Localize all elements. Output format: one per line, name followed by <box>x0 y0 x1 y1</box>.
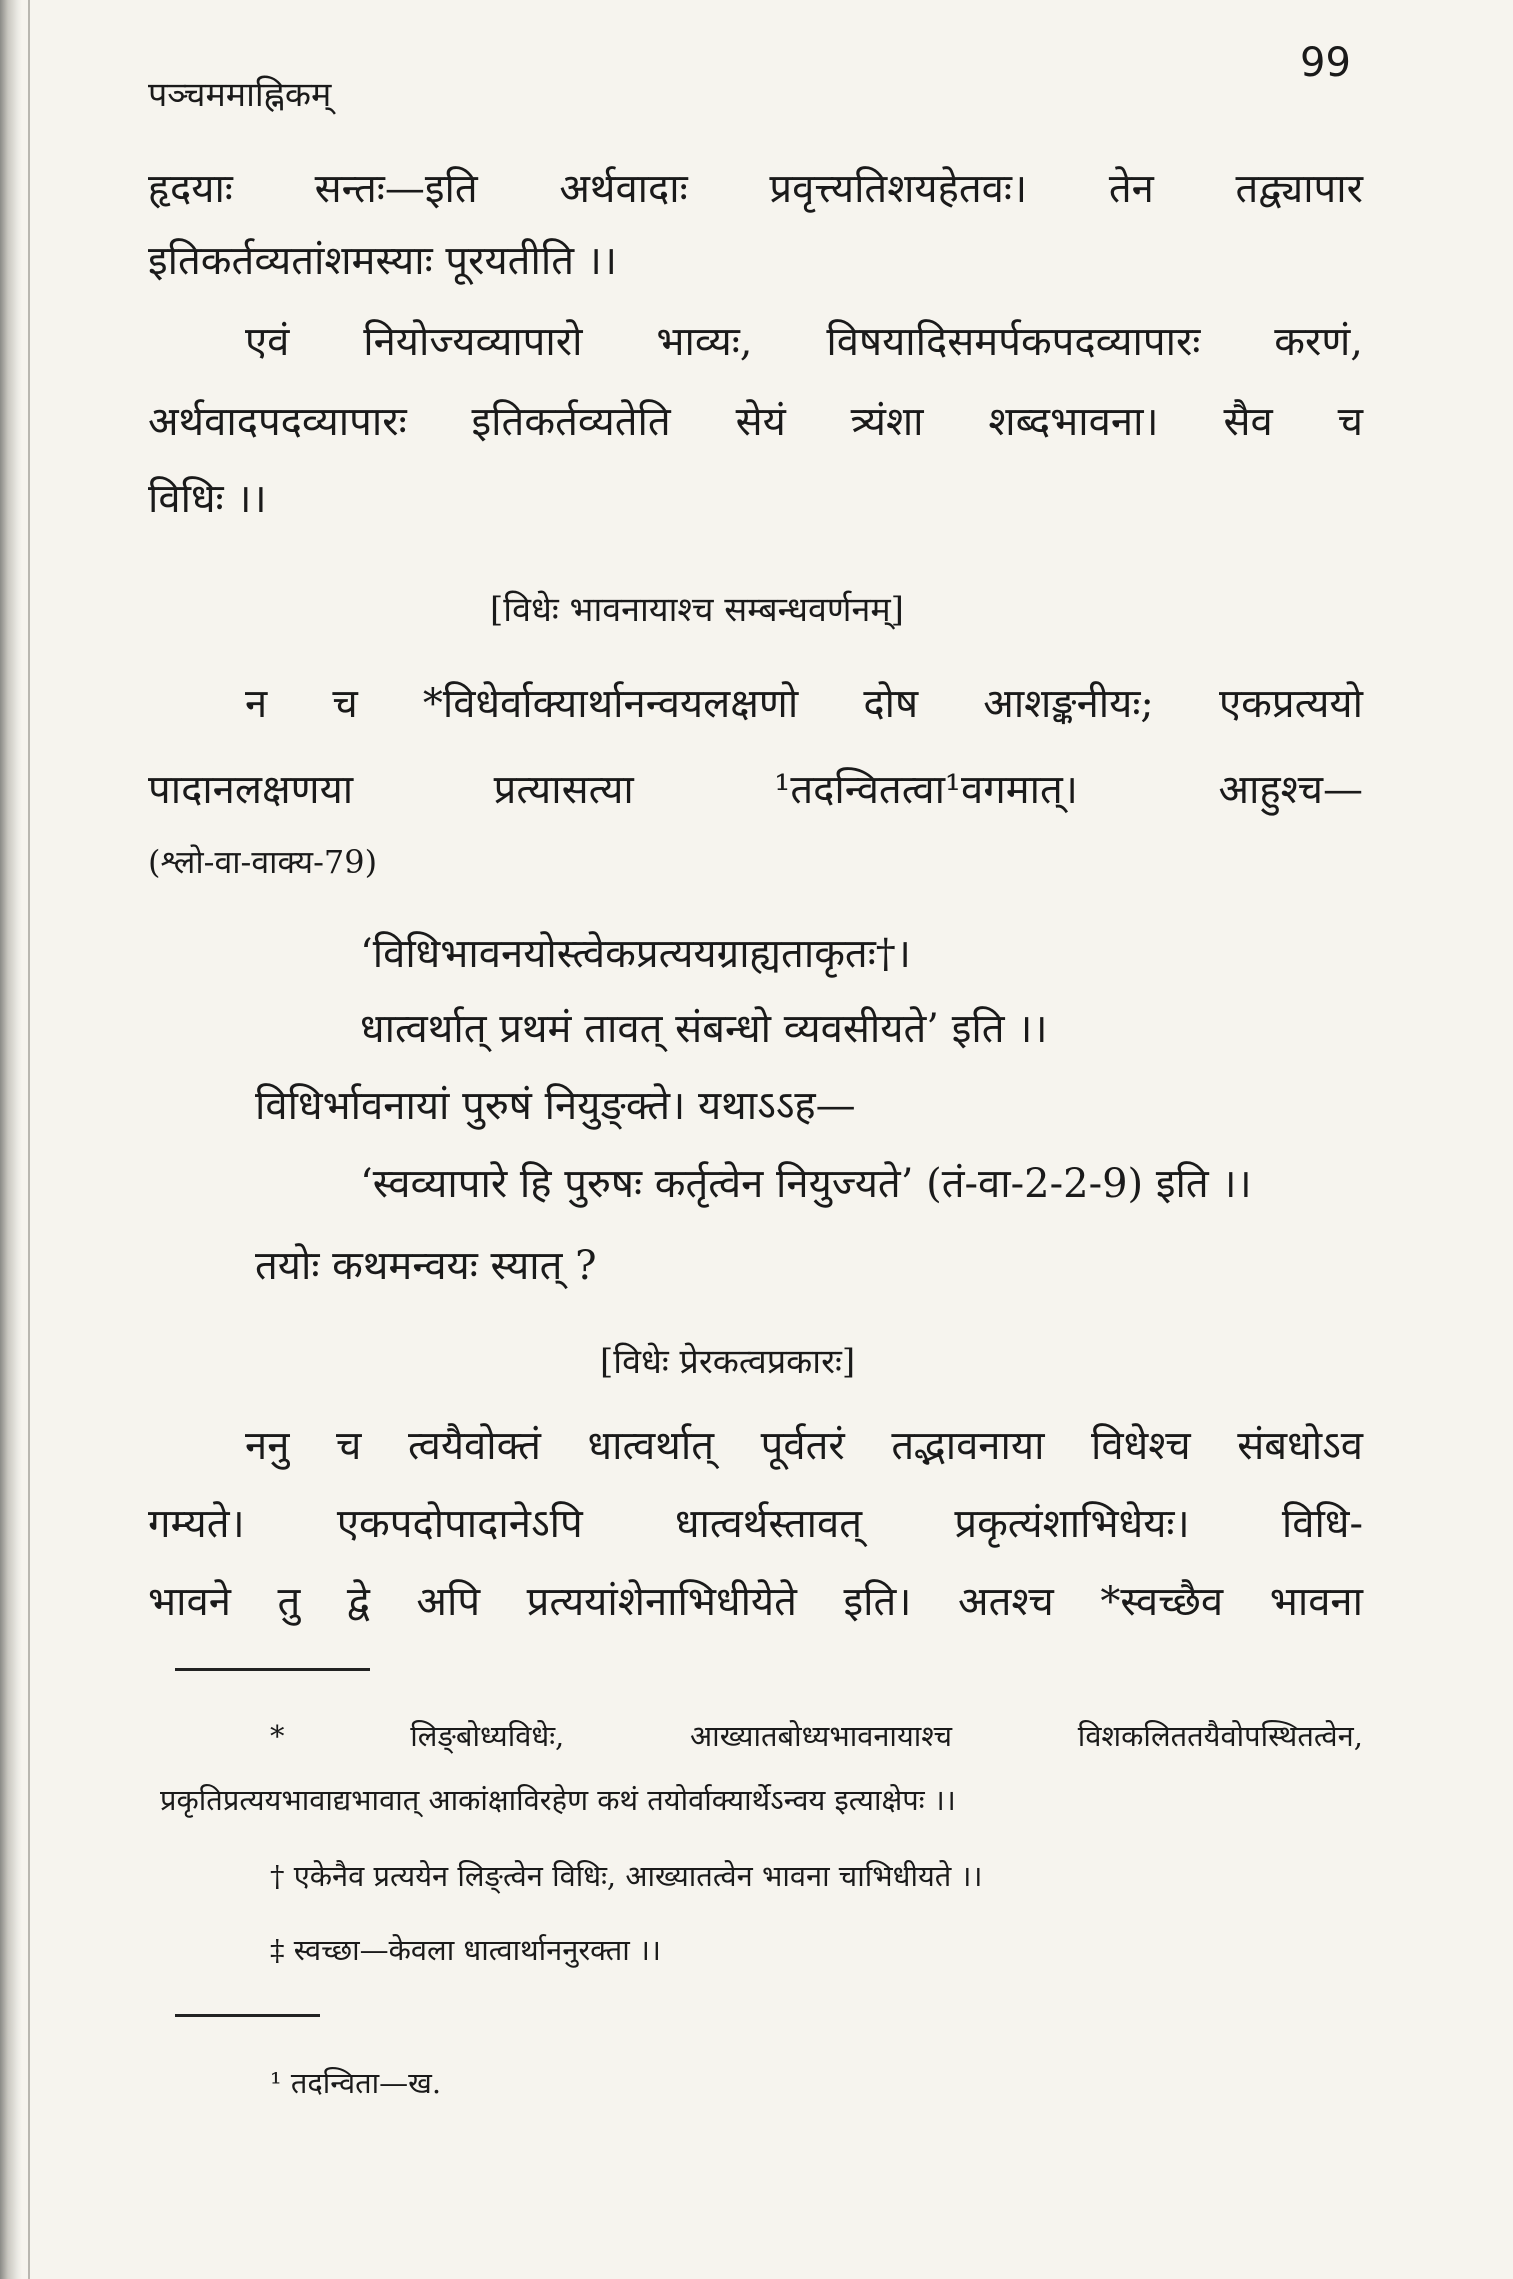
page-number: 99 <box>1300 40 1351 86</box>
body-line-p3-1: न च *विधेर्वाक्यार्थानन्वयलक्षणो दोष आशङ्कनीयः; एकप्रत्ययो <box>245 681 1363 727</box>
running-header-title: पञ्चममाह्निकम् <box>148 75 332 115</box>
body-line-p2-3: विधिः ।। <box>148 476 267 522</box>
body-line-p5: तयोः कथमन्वयः स्यात् ? <box>255 1243 597 1289</box>
footnote-star-line-2: प्रकृतिप्रत्ययभावाद्यभावात् आकांक्षाविरहेण कथं तयोर्वाक्यार्थेऽन्वय इत्याक्षेपः ।। <box>160 1783 956 1817</box>
body-line-p4: विधिर्भावनायां पुरुषं नियुङ्क्ते। यथाऽऽह— <box>255 1083 856 1129</box>
body-line-p1-1: हृदयाः सन्तः—इति अर्थवादाः प्रवृत्त्यतिशयहेतवः। तेन तद्व्यापार <box>148 166 1363 212</box>
page-edge-line <box>28 0 30 2279</box>
verse-line-3: ‘स्वव्यापारे हि पुरुषः कर्तृत्वेन नियुज्यते’ (तं-वा-2-2-9) इति ।। <box>360 1161 1252 1207</box>
verse-line-1: ‘विधिभावनयोस्त्वेकप्रत्ययग्राह्यताकृतः†। <box>360 931 911 977</box>
body-line-p2-1: एवं नियोज्यव्यापारो भाव्यः, विषयादिसमर्पकपदव्यापारः करणं, <box>245 319 1363 365</box>
section-heading-2: [विधेः प्रेरकत्वप्रकारः] <box>600 1342 856 1382</box>
footnote-dagger: † एकेनैव प्रत्ययेन लिङ्त्वेन विधिः, आख्यातत्वेन भावना चाभिधीयते ।। <box>270 1859 983 1893</box>
citation-reference: (श्लो-वा-वाक्य-79) <box>148 843 378 881</box>
footnote-star-line-1: * लिङ्बोध्यविधेः, आख्यातबोध्यभावनायाश्च विशकलिततयैवोपस्थितत्वेन, <box>270 1719 1363 1753</box>
body-line-p1-2: इतिकर्तव्यतांशमस्याः पूरयतीति ।। <box>148 238 618 284</box>
footnote-rule <box>175 1668 370 1671</box>
body-line-p3-2: पादानलक्षणया प्रत्यासत्या ¹तदन्वितत्वा¹वगमात्। आहुश्च— <box>148 767 1363 813</box>
verse-line-2: धात्वर्थात् प्रथमं तावत् संबन्धो व्यवसीयते’ इति ।। <box>360 1006 1048 1052</box>
body-line-p6-2: गम्यते। एकपदोपादानेऽपि धात्वर्थस्तावत् प्रकृत्यंशाभिधेयः। विधि- <box>148 1501 1363 1547</box>
variant-note-rule <box>175 2014 320 2017</box>
section-heading-1: [विधेः भावनायाश्च सम्बन्धवर्णनम्] <box>490 590 904 630</box>
page-binding-edge <box>0 0 22 2279</box>
body-line-p6-1: ननु च त्वयैवोक्तं धात्वर्थात् पूर्वतरं तद्भावनाया विधेश्च संबधोऽव <box>245 1423 1363 1469</box>
footnote-double-dagger: ‡ स्वच्छा—केवला धात्वार्थाननुरक्ता ।। <box>270 1933 661 1967</box>
body-line-p2-2: अर्थवादपदव्यापारः इतिकर्तव्यतेति सेयं त्र्यंशा शब्दभावना। सैव च <box>148 399 1363 445</box>
body-line-p6-3: भावने तु द्वे अपि प्रत्ययांशेनाभिधीयेते इति। अतश्च *स्वच्छैव भावना <box>148 1579 1363 1625</box>
variant-reading-note: ¹ तदन्विता—ख. <box>270 2066 442 2100</box>
